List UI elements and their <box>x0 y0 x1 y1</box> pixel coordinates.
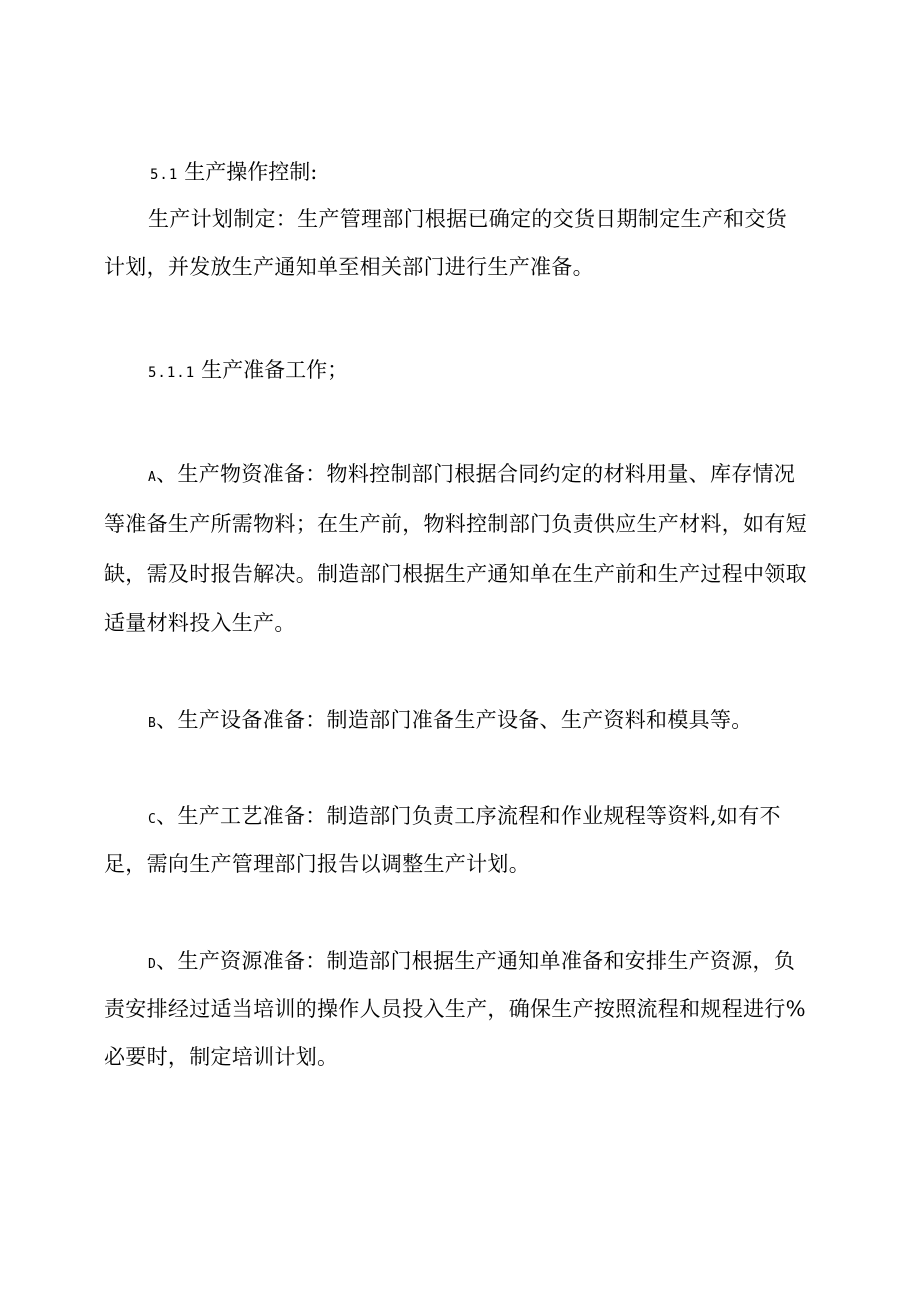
section-number: 5.1.1 <box>148 365 196 381</box>
section-heading-5-1-1 <box>148 355 348 388</box>
item-c-line-1 <box>148 801 781 835</box>
item-a-line-1 <box>148 459 795 493</box>
item-a-line-3: 缺，需及时报告解决。制造部门根据生产通知单在生产前和生产过程中领取 <box>104 562 807 586</box>
item-d-text: 、生产资源准备：制造部门根据生产通知单准备和安排生产资源，负 <box>156 949 796 973</box>
plan-paragraph-line-1: 生产计划制定：生产管理部门根据已确定的交货日期制定生产和交货 <box>148 207 787 231</box>
item-a-marker: A <box>148 470 157 485</box>
item-c-line-2: 足，需向生产管理部门报告以调整生产计划。 <box>104 852 530 876</box>
section-number: 5.1 <box>150 167 179 183</box>
item-d-line-1 <box>148 946 795 980</box>
item-b-line-1 <box>148 705 753 739</box>
item-d-line-3: 必要时，制定培训计划。 <box>104 1045 339 1069</box>
section-title: 生产准备工作； <box>201 358 349 382</box>
item-b-text: 、生产设备准备：制造部门准备生产设备、生产资料和模具等。 <box>156 708 753 732</box>
section-heading-5-1 <box>150 157 317 190</box>
item-a-text: 、生产物资准备：物料控制部门根据合同约定的材料用量、库存情况 <box>156 462 796 486</box>
item-c-marker: C <box>148 812 157 827</box>
plan-paragraph-line-2: 计划，并发放生产通知单至相关部门进行生产准备。 <box>104 255 594 279</box>
item-a-line-4: 适量材料投入生产。 <box>104 611 296 635</box>
item-c-text: 、生产工艺准备：制造部门负责工序流程和作业规程等资料,如有不 <box>156 804 781 828</box>
item-b-marker: B <box>148 716 157 731</box>
item-a-line-2: 等准备生产所需物料；在生产前，物料控制部门负责供应生产材料，如有短 <box>104 512 807 536</box>
item-d-line-2: 责安排经过适当培训的操作人员投入生产，确保生产按照流程和规程进行% <box>104 997 806 1021</box>
section-title: 生产操作控制: <box>184 160 318 184</box>
item-d-marker: D <box>148 957 157 972</box>
